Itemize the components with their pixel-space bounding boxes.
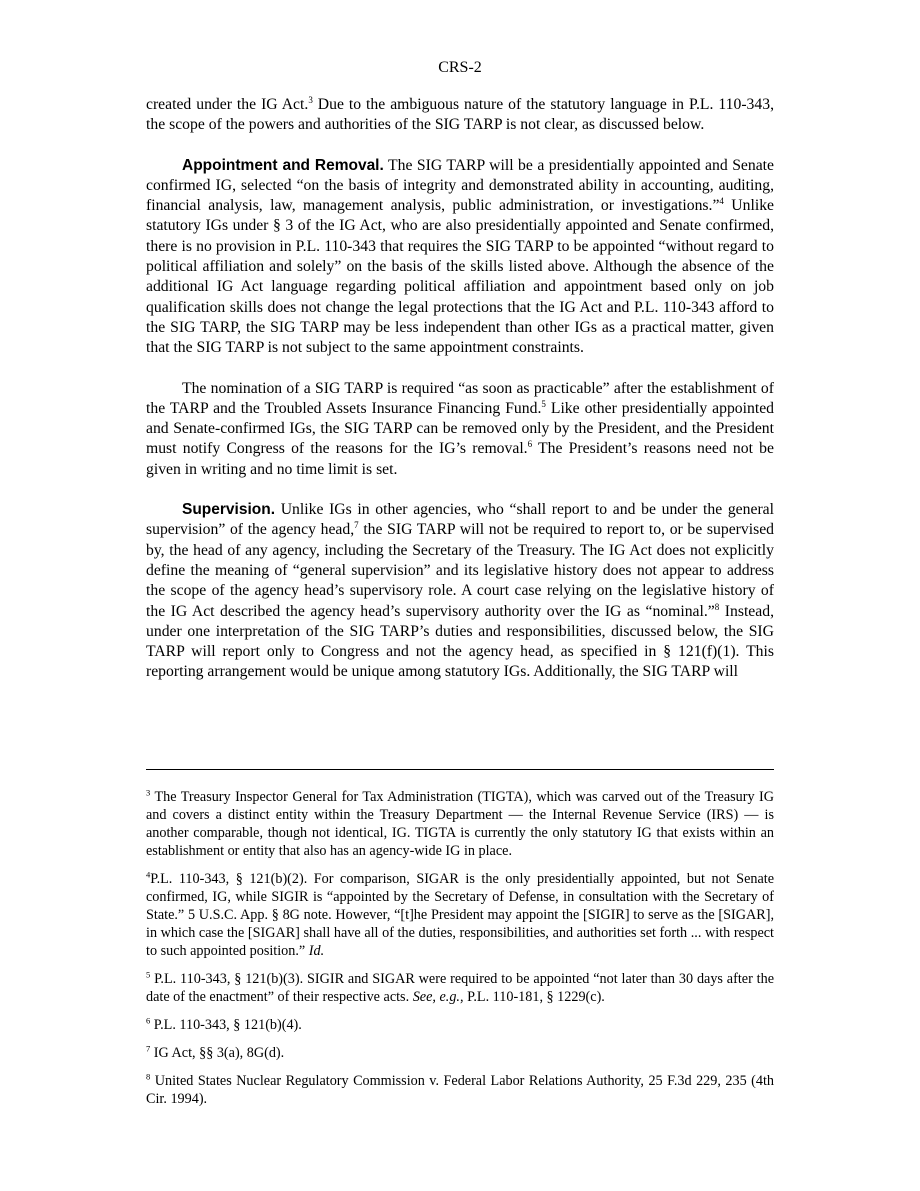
footnote-ref-6: 6 [527, 439, 533, 450]
footnote-ref-4: 4 [719, 195, 724, 206]
section-heading-supervision: Supervision. [182, 501, 276, 519]
page-header: CRS-2 [438, 59, 482, 76]
footnote-ref-5: 5 [541, 398, 546, 409]
paragraph-supervision: Supervision. Unlike IGs in other agencies, who “shall report to and be under the general supervision” of the agency head,$^7$ the SIG TARP will not be required to report to, or be supervised by, the head of any agency, including the Secretary of the Treasury. The IG Act does not explicitly define the meaning of “general supervision” and its legislative history does not appear to address the scope of the agency head’s supervisory role. A court case relying on the legislative history of the IG Act described the agency head’s supervisory authority over the IG as “nominal.”$^8$ Instead, under one interpretation of the SIG TARP’s duties and responsibilities, discussed below, the SIG TARP will report only to Congress and not the agency head, as specified in § 121(f)(1). This reporting arrangement would be unique among statutory IGs. Additionally, the SIG TARP will [146, 501, 774, 681]
footnote: $^3$ The Treasury Inspector General for Tax Administration (TIGTA), which was carved out of the Treasury IG and covers a distinct entity within the Treasury Department — the Internal Revenue Service (IRS) — is another comparable, though not identical, IG. TIGTA is currently the only statutory IG that exists within an establishment or entity that also has an agency-wide IG in place. [146, 787, 774, 859]
paragraph-intro: created under the IG Act.$^3$ Due to the ambiguous nature of the statutory language in P.L. 110-343, the scope of the powers and authorities of the SIG TARP is not clear, as discussed below. [146, 94, 774, 134]
footnotes [146, 788, 774, 1118]
main-text [146, 95, 774, 683]
footnote-separator [146, 769, 774, 770]
footnote: $^5$ P.L. 110-343, § 121(b)(3). SIGIR and SIGAR were required to be appointed “not later than 30 days after the date of the enactment” of their respective acts. See, e.g., P.L. 110-181, § 1229(c). [146, 969, 774, 1005]
paragraph-appointment: Appointment and Removal. The SIG TARP will be a presidentially appointed and Senate confirmed IG, selected “on the basis of integrity and demonstrated ability in accounting, auditing, financial analysis, law, management analysis, public administration, or investigations.”$^4$ Unlike statutory IGs under § 3 of the IG Act, who are also presidentially appointed and Senate confirmed, there is no provision in P.L. 110-343 that requires the SIG TARP to be appointed “without regard to political affiliation and solely” on the basis of the skills listed above. Although the absence of the additional IG Act language regarding political affiliation and appointment based only on job qualification skills does not change the legal protections that the IG Act and P.L. 110-343 afford to the SIG TARP, the SIG TARP may be less independent than other IGs as a practical matter, given that the SIG TARP is not subject to the same appointment constraints. [146, 156, 775, 357]
footnote-ref-3: 3 [308, 94, 313, 105]
footnote-ref-7: 7 [354, 520, 359, 531]
footnote-ref-8: 8 [714, 601, 720, 612]
footnote: $^8$ United States Nuclear Regulatory Commission v. Federal Labor Relations Authority, 25 F.3d 229, 235 (4th Cir. 1994). [146, 1071, 774, 1107]
footnote: $^4$P.L. 110-343, § 121(b)(2). For comparison, SIGAR is the only presidentially appointed, but not Senate confirmed, IG, while SIGIR is “appointed by the Secretary of Defense, in consultation with the Secretary of State.” 5 U.S.C. App. § 8G note. However, “[t]he President may appoint the [SIGIR] to serve as the [SIGAR], in which case the [SIGAR] shall have all of the duties, responsibilities, and authorities set forth ... with respect to such appointed position.” Id. [146, 869, 774, 959]
paragraph-nomination: The nomination of a SIG TARP is required “as soon as practicable” after the establishment of the TARP and the Troubled Assets Insurance Financing Fund.$^5$ Like other presidentially appointed and Senate-confirmed IGs, the SIG TARP can be removed only by the President, and the President must notify Congress of the reasons for the IG’s removal.$^6$ The President’s reasons need not be given in writing and no time limit is set. [146, 379, 774, 478]
footnote: $^7$ IG Act, §§ 3(a), 8G(d). [146, 1043, 285, 1061]
footnote: $^6$ P.L. 110-343, § 121(b)(4). [146, 1015, 302, 1033]
section-heading-appointment: Appointment and Removal. [182, 156, 384, 174]
